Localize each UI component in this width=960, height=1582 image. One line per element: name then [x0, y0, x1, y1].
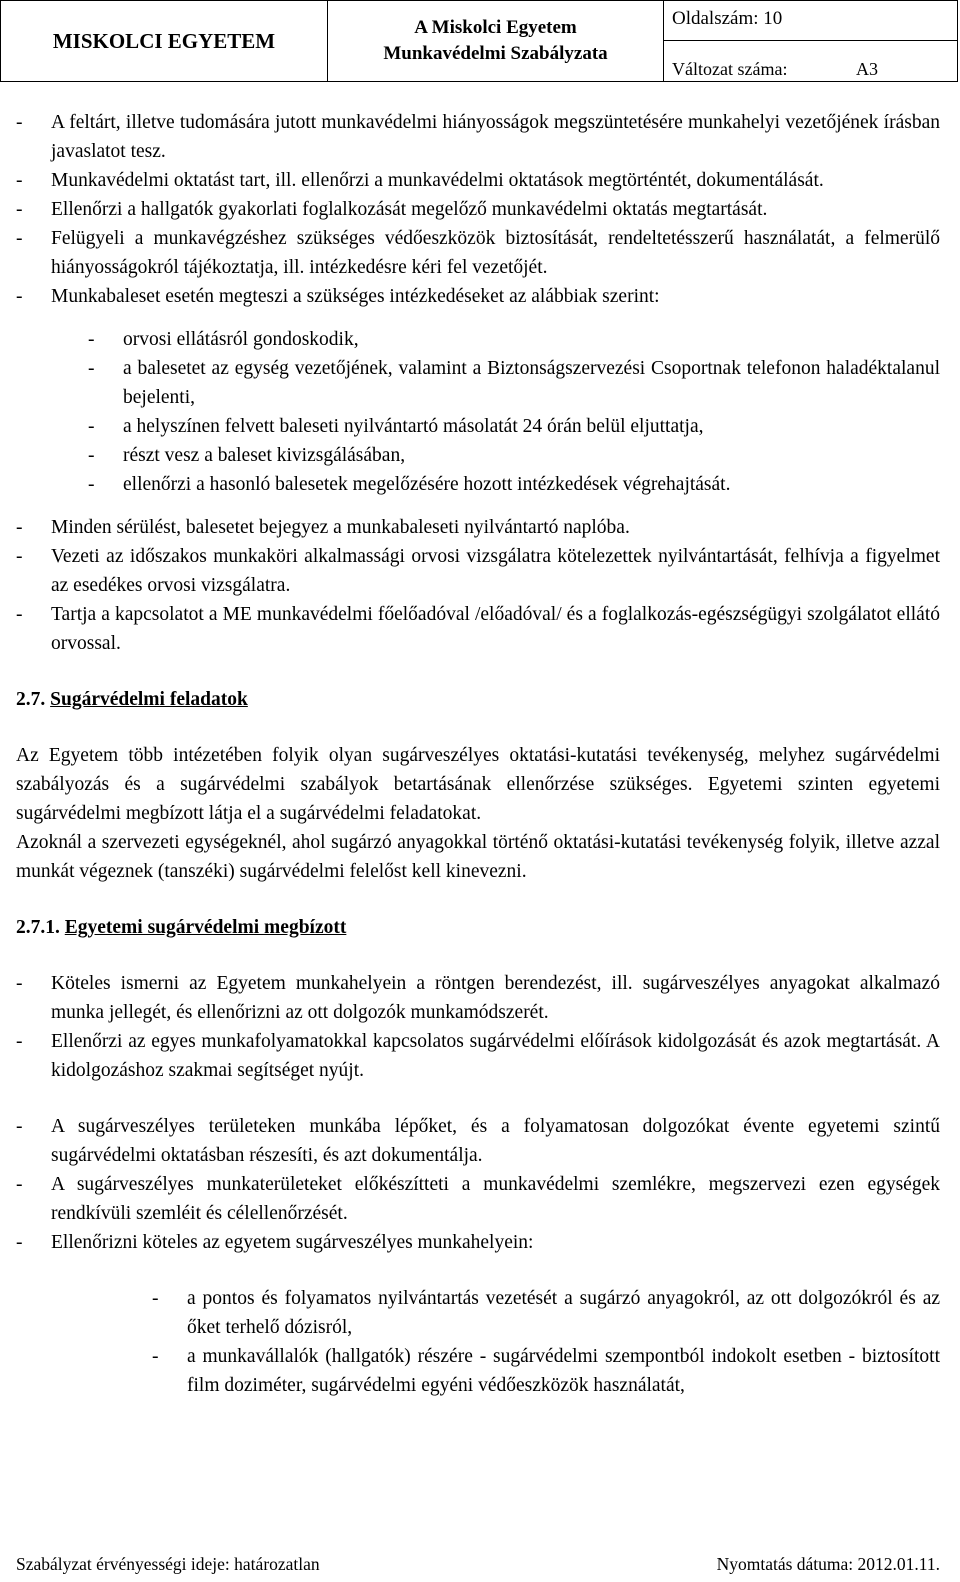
list-item-text: Felügyeli a munkavégzéshez szükséges védőeszközök biztosítását, rendeltetésszerű használatát, a felmerülő hiányosságokról tájékoztatja, ill. intézkedésre kéri fel vezetőjét. [51, 228, 940, 278]
bullet-dash: - [16, 1116, 23, 1137]
bullet-dash: - [88, 329, 95, 350]
document-body [16, 108, 940, 1400]
list-item-text: Ellenőrzi a hallgatók gyakorlati foglalkozását megelőző munkavédelmi oktatás megtartását. [51, 199, 768, 220]
validity-text: Szabályzat érvényességi ideje: határozatlan [16, 1554, 320, 1574]
bullet-dash: - [88, 358, 95, 379]
page-number: Oldalszám: 10 [664, 1, 957, 41]
list-item-text: Ellenőrizni köteles az egyetem sugárveszélyes munkahelyein: [51, 1232, 534, 1253]
duties-list-continued [16, 513, 940, 658]
list-item-text: Köteles ismerni az Egyetem munkahelyein a röntgen berendezést, ill. sugárveszélyes anyagokat alkalmazó munka jellegét, és ellenőrizni az ott dolgozók munkamódszerét. [51, 973, 940, 1023]
list-item [16, 1112, 940, 1170]
list-item [16, 195, 940, 224]
title-line-2: Munkavédelmi Szabályzata [383, 43, 608, 64]
duties-list [16, 108, 940, 311]
bullet-dash: - [152, 1288, 159, 1309]
bullet-dash: - [16, 546, 23, 567]
list-item-text: a helyszínen felvett baleseti nyilvántartó másolatát 24 órán belül eljuttatja, [123, 416, 704, 437]
document-header [0, 0, 958, 82]
document-title [328, 1, 664, 81]
version-value: A3 [856, 59, 878, 79]
list-item [16, 1027, 940, 1085]
bullet-dash: - [16, 1174, 23, 1195]
list-item [16, 282, 940, 311]
page-info [664, 1, 957, 81]
bullet-dash: - [16, 286, 23, 307]
paragraph: Azoknál a szervezeti egységeknél, ahol sugárzó anyagokkal történő oktatási-kutatási tevékenység folyik, illetve azzal munkát végeznek (tanszéki) sugárvédelmi felelőst kell kinevezni. [16, 832, 940, 882]
list-item-text: Tartja a kapcsolatot a ME munkavédelmi főelőadóval /előadóval/ és a foglalkozás-egészségügyi szolgálatot ellátó orvossal. [51, 604, 940, 654]
list-item [88, 325, 940, 354]
list-item-text: orvosi ellátásról gondoskodik, [123, 329, 359, 350]
list-item [88, 441, 940, 470]
list-item-text: A sugárveszélyes területeken munkába lépőket, és a folyamatosan dolgozókat évente egyetemi szintű sugárvédelmi oktatásban részesíti, és azt dokumentálja. [51, 1116, 940, 1166]
list-item-text: A sugárveszélyes munkaterületeket előkészítteti a munkavédelmi szemlékre, megszervezi ezen egységek rendkívüli szemléit és célellenőrzését. [51, 1174, 940, 1224]
list-item-text: részt vesz a baleset kivizsgálásában, [123, 445, 406, 466]
list-item [16, 108, 940, 166]
print-date: Nyomtatás dátuma: 2012.01.11. [716, 1554, 940, 1574]
commissioner-duties-list [16, 969, 940, 1085]
list-item [16, 600, 940, 658]
commissioner-duties-list-2 [16, 1112, 940, 1257]
list-item [16, 166, 940, 195]
bullet-dash: - [16, 228, 23, 249]
section-number: 2.7.1. [16, 917, 60, 938]
section-title: Sugárvédelmi feladatok [50, 689, 248, 710]
bullet-dash: - [16, 112, 23, 133]
list-item-text: Munkavédelmi oktatást tart, ill. ellenőrzi a munkavédelmi oktatások megtörténtét, dokumentálását. [51, 170, 824, 191]
inspection-items-list [16, 1284, 940, 1400]
list-item [152, 1342, 940, 1400]
list-item-text: Munkabaleset esetén megteszi a szükséges intézkedéseket az alábbiak szerint: [51, 286, 660, 307]
bullet-dash: - [16, 604, 23, 625]
title-line-1: A Miskolci Egyetem [414, 17, 577, 38]
list-item [16, 969, 940, 1027]
list-item-text: a balesetet az egység vezetőjének, valamint a Biztonságszervezési Csoportnak telefonon haladéktalanul bejelenti, [123, 358, 940, 408]
list-item [88, 354, 940, 412]
list-item [16, 1170, 940, 1228]
list-item [16, 224, 940, 282]
bullet-dash: - [16, 170, 23, 191]
section-number: 2.7. [16, 689, 46, 710]
accident-steps-list [16, 325, 940, 499]
bullet-dash: - [88, 474, 95, 495]
bullet-dash: - [88, 445, 95, 466]
list-item [88, 412, 940, 441]
list-item-text: ellenőrzi a hasonló balesetek megelőzésére hozott intézkedések végrehajtását. [123, 474, 731, 495]
bullet-dash: - [16, 517, 23, 538]
section-heading-2-7 [16, 685, 940, 714]
bullet-dash: - [16, 199, 23, 220]
bullet-dash: - [88, 416, 95, 437]
list-item-text: Ellenőrzi az egyes munkafolyamatokkal kapcsolatos sugárvédelmi előírások kidolgozását és azok megtartását. A kidolgozáshoz szakmai segítséget nyújt. [51, 1031, 940, 1081]
section-title: Egyetemi sugárvédelmi megbízott [64, 917, 347, 938]
list-item-text: A feltárt, illetve tudomására jutott munkavédelmi hiányosságok megszüntetésére munkahelyi vezetőjének írásban javaslatot tesz. [51, 112, 940, 162]
list-item [16, 513, 940, 542]
version-info [664, 41, 957, 81]
list-item [16, 542, 940, 600]
list-item-text: Minden sérülést, balesetet bejegyez a munkabaleseti nyilvántartó naplóba. [51, 517, 630, 538]
paragraph: Az Egyetem több intézetében folyik olyan sugárveszélyes oktatási-kutatási tevékenység, melyhez sugárvédelmi szabályozás és a sugárvédelmi szabályok betartásának ellenőrzése szükséges. Egyetemi szinten egyetemi sugárvédelmi megbízott látja el a sugárvédelmi feladatokat. [16, 745, 940, 824]
bullet-dash: - [16, 973, 23, 994]
version-label: Változat száma: [672, 59, 788, 79]
org-name: MISKOLCI EGYETEM [1, 1, 328, 81]
bullet-dash: - [152, 1346, 159, 1367]
list-item-text: a pontos és folyamatos nyilvántartás vezetését a sugárzó anyagokról, az ott dolgozókról és az őket terhelő dózisról, [187, 1288, 940, 1338]
bullet-dash: - [16, 1232, 23, 1253]
bullet-dash: - [16, 1031, 23, 1052]
list-item [16, 1228, 940, 1257]
section-heading-2-7-1 [16, 913, 940, 942]
list-item-text: Vezeti az időszakos munkaköri alkalmassági orvosi vizsgálatra kötelezettek nyilvántartását, felhívja a figyelmet az esedékes orvosi vizsgálatra. [51, 546, 940, 596]
list-item [152, 1284, 940, 1342]
list-item-text: a munkavállalók (hallgatók) részére - sugárvédelmi szempontból indokolt esetben - biztosított film doziméter, sugárvédelmi egyéni védőeszközök használatát, [187, 1346, 940, 1396]
list-item [88, 470, 940, 499]
